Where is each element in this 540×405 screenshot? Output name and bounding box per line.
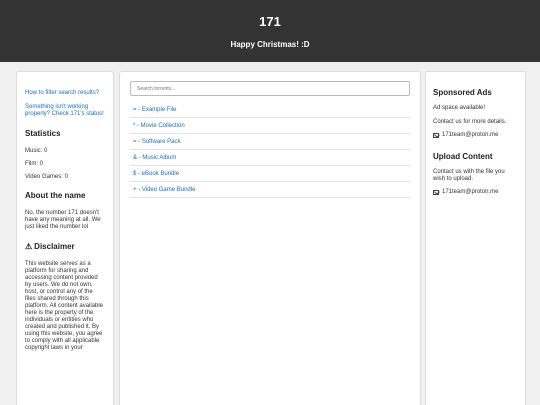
envelope-icon — [433, 133, 439, 138]
sponsored-ads-heading: Sponsored Ads — [433, 88, 492, 97]
search-input[interactable] — [130, 81, 410, 96]
stat-video-games: Video Games: 0 — [25, 174, 68, 180]
main-content — [119, 71, 421, 405]
ads-email-text: 171team@proton.me — [442, 132, 499, 138]
disclaimer-heading — [25, 242, 105, 251]
upload-content-heading: Upload Content — [433, 152, 493, 161]
status-link[interactable]: Something isn't working properly? Check 171's status! — [25, 104, 104, 117]
upload-email-text: 171team@proton.me — [442, 189, 499, 195]
torrent-list — [130, 102, 410, 198]
site-title: 171 — [259, 14, 281, 29]
torrent-item-software-pack[interactable]: = - Software Pack — [130, 134, 410, 150]
stat-music: Music: 0 — [25, 148, 48, 154]
envelope-icon — [433, 190, 439, 195]
disclaimer-text: This website serves as a platform for sharing and accessing content provided by users. We do not own, host, or control any of the files shared through this platform. All content available here is the property of the individuals or entities who created and published it. By using this website, you agree to comply with all applicable copyright laws in your — [25, 261, 104, 351]
site-subtitle: Happy Christmas! :D — [230, 40, 310, 49]
filter-help-link[interactable]: How to filter search results? — [25, 90, 100, 96]
torrent-item-ebook-bundle[interactable]: $ - eBook Bundle — [130, 166, 410, 182]
left-sidebar — [16, 71, 114, 405]
upload-text: Contact us with the file you wish to upload. — [433, 169, 505, 182]
warning-icon: ⚠ — [25, 242, 33, 251]
statistics-heading: Statistics — [25, 129, 61, 138]
stat-film: Film: 0 — [25, 161, 43, 167]
ads-available-text: Ad space available! — [433, 105, 486, 111]
right-sidebar — [425, 71, 526, 405]
upload-email[interactable] — [433, 189, 518, 195]
ads-email[interactable] — [433, 132, 518, 138]
torrent-item-video-game-bundle[interactable]: + - Video Game Bundle — [130, 182, 410, 198]
torrent-item-movie-collection[interactable]: * - Movie Collection — [130, 118, 410, 134]
torrent-item-music-album[interactable]: & - Music Album — [130, 150, 410, 166]
about-heading: About the name — [25, 191, 86, 200]
ads-contact-text: Contact us for more details. — [433, 119, 507, 125]
site-header — [0, 0, 540, 62]
about-text: No, the number 171 doesn't have any meaning at all. We just liked the number lol — [25, 210, 101, 230]
torrent-item-example-file[interactable]: = - Example File — [130, 102, 410, 118]
disclaimer-title: Disclaimer — [34, 242, 75, 251]
